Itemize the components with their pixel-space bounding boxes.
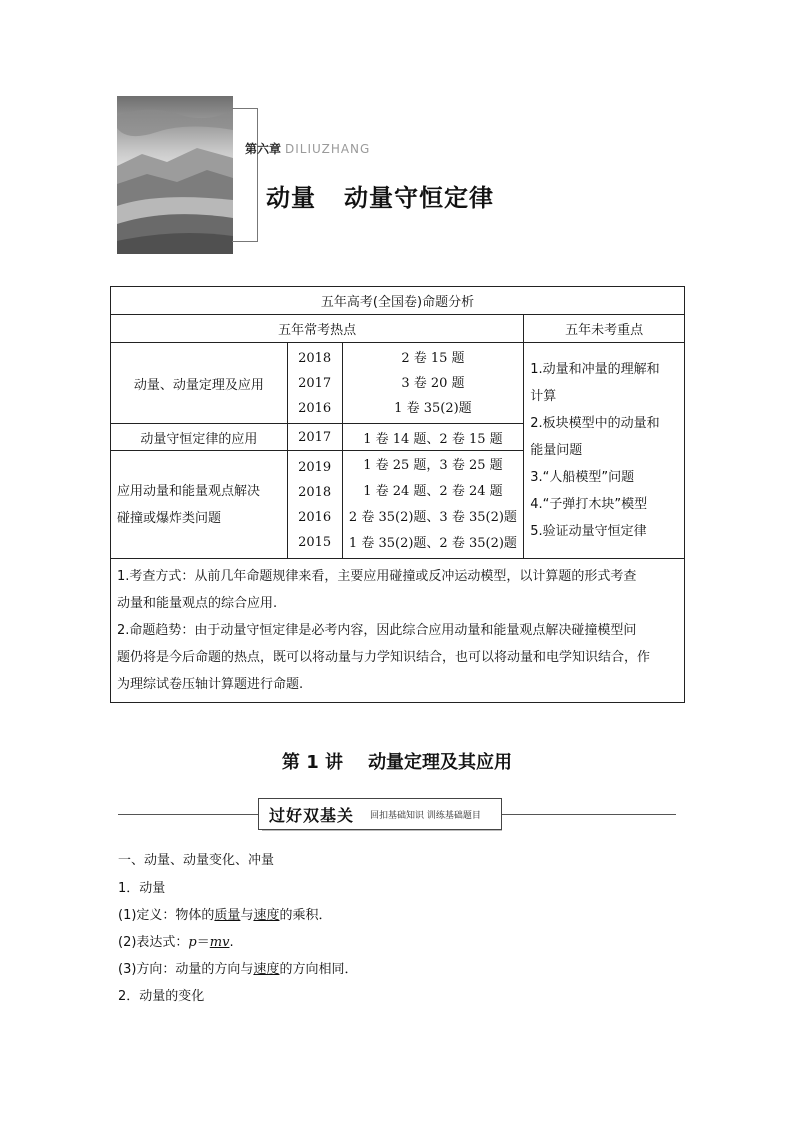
- row3-years: [287, 451, 342, 559]
- row3-items: [342, 451, 524, 559]
- focus-line: 5.验证动量守恒定律: [530, 524, 647, 539]
- direction-velocity: 速度: [253, 962, 280, 977]
- subsection-change: 2．动量的变化: [118, 989, 205, 1004]
- focus-line: 计算: [530, 389, 557, 404]
- subsection-momentum: 1．动量: [118, 881, 166, 896]
- chapter-number: 第六章: [245, 142, 282, 156]
- focus-line: 能量问题: [530, 443, 583, 458]
- expression-eq: ＝: [196, 935, 210, 950]
- analysis-notes: [111, 559, 685, 703]
- year: 2017: [298, 375, 332, 391]
- expression-line: [118, 931, 234, 950]
- exam-item: 1 卷 35(2)题、2 卷 35(2)题: [348, 535, 517, 551]
- exam-item: 1 卷 35(2)题: [394, 400, 472, 416]
- year: 2018: [298, 350, 332, 366]
- direction-suffix: 的方向相同．: [279, 962, 358, 977]
- exam-item: 1 卷 24 题、2 卷 24 题: [363, 483, 503, 499]
- row1-years: [287, 343, 342, 424]
- chapter-title-a: 动量: [266, 184, 316, 212]
- divider-right: [502, 814, 676, 815]
- row2-year: 2017: [287, 424, 342, 451]
- year: 2019: [298, 459, 332, 475]
- year: 2015: [298, 534, 332, 550]
- focus-line: 3.“人船模型”问题: [530, 470, 635, 485]
- expression-mv: mv: [209, 935, 230, 950]
- row1-topic: 动量、动量定理及应用: [111, 343, 288, 424]
- exam-analysis-table: [110, 286, 685, 703]
- exam-item: 3 卷 20 题: [401, 375, 465, 391]
- focus-line: 2.板块模型中的动量和: [530, 416, 660, 431]
- expression-prefix: (2)表达式：: [118, 935, 189, 950]
- year: 2018: [298, 484, 332, 500]
- definition-velocity: 速度: [253, 908, 280, 923]
- note-line: 动量和能量观点的综合应用.: [117, 596, 278, 611]
- year: 2016: [298, 400, 332, 416]
- exam-item: 1 卷 25 题，3 卷 25 题: [363, 457, 503, 473]
- divider-left: [118, 814, 258, 815]
- table-title: 五年高考(全国卷)命题分析: [111, 287, 685, 315]
- note-line: 2.命题趋势：由于动量守恒定律是必考内容，因此综合应用动量和能量观点解决碰撞模型问: [117, 623, 637, 638]
- row1-items: [342, 343, 524, 424]
- topic-line: 应用动量和能量观点解决: [117, 483, 261, 499]
- row3-topic: [111, 451, 288, 559]
- lecture-title: [0, 748, 794, 774]
- chapter-title: [266, 178, 494, 213]
- note-line: 题仍将是今后命题的热点，既可以将动量与力学知识结合，也可以将动量和电学知识结合，作: [117, 650, 651, 665]
- chapter-frame-line: [232, 108, 258, 242]
- note-line: 1.考查方式：从前几年命题规律来看，主要应用碰撞或反冲运动模型，以计算题的形式考查: [117, 569, 637, 584]
- direction-line: [118, 958, 357, 977]
- definition-prefix: (1)定义：物体的: [118, 908, 215, 923]
- expression-p: p: [188, 935, 197, 950]
- header-hot-topics: 五年常考热点: [111, 315, 524, 343]
- exam-item: 2 卷 35(2)题、3 卷 35(2)题: [348, 509, 517, 525]
- row2-topic: 动量守恒定律的应用: [111, 424, 288, 451]
- banner-subtitle: 回扣基础知识 训练基础题目: [370, 810, 481, 821]
- chapter-pinyin: DILIUZHANG: [285, 142, 371, 156]
- expression-end: .: [229, 935, 234, 950]
- chapter-landscape-photo: [117, 96, 233, 254]
- section-banner: [258, 798, 502, 830]
- topic-line: 碰撞或爆炸类问题: [117, 510, 222, 526]
- definition-line: [118, 904, 331, 923]
- section-heading: 一、动量、动量变化、冲量: [118, 853, 275, 868]
- exam-item: 2 卷 15 题: [401, 350, 465, 366]
- lecture-number: 第 1 讲: [281, 752, 343, 773]
- lecture-topic: 动量定理及其应用: [368, 752, 513, 773]
- definition-suffix: 的乘积．: [279, 908, 332, 923]
- row2-item: 1 卷 14 题、2 卷 15 题: [342, 424, 524, 451]
- definition-mass: 质量: [214, 908, 241, 923]
- chapter-title-b: 动量守恒定律: [344, 184, 494, 212]
- focus-line: 4.“子弹打木块”模型: [530, 497, 648, 512]
- focus-list: [524, 343, 685, 559]
- chapter-label: [245, 140, 370, 157]
- header-focus: 五年未考重点: [524, 315, 685, 343]
- definition-and: 与: [240, 908, 254, 923]
- year: 2016: [298, 509, 332, 525]
- direction-prefix: (3)方向：动量的方向与: [118, 962, 254, 977]
- banner-title: 过好双基关: [269, 805, 355, 825]
- focus-line: 1.动量和冲量的理解和: [530, 362, 660, 377]
- note-line: 为理综试卷压轴计算题进行命题.: [117, 677, 304, 692]
